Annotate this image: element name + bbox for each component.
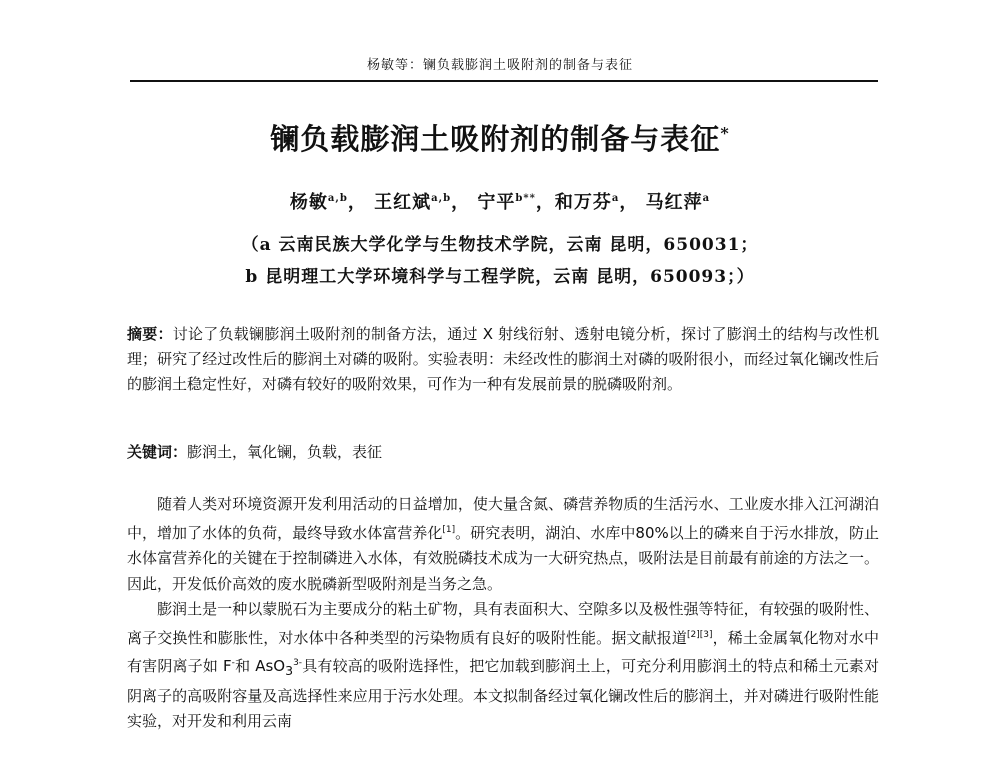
paper-title (0, 117, 1000, 158)
author-affiliation-mark: a,b (327, 193, 348, 204)
author-separator: ， (347, 192, 367, 213)
ion-charge: 3- (293, 658, 303, 668)
abstract-label: 摘要： (127, 325, 173, 343)
paragraph-text: ，稀土金属氧化物对水中有害阴离子如 F (127, 628, 879, 675)
abstract-text: 讨论了负载镧膨润土吸附剂的制备方法，通过 X 射线衍射、透射电镜分析，探讨了膨润土的结构与改性机理；研究了经过改性后的膨润土对磷的吸附。实验表明：未经改性的膨润土对磷的吸附很小，而经过氧化镧改性后的膨润土稳定性好，对磷有较好的吸附效果，可作为一种有发展前景的脱磷吸附剂。 (127, 325, 879, 393)
keywords-label: 关键词： (127, 443, 188, 461)
author-affiliation-mark: a (702, 193, 711, 204)
author-affiliation-mark: a,b (431, 193, 452, 204)
abstract (127, 322, 879, 397)
body-text (127, 492, 879, 735)
author-separator: ， (619, 192, 639, 213)
author-affiliation-mark: b** (515, 193, 536, 204)
affiliation-b: b 昆明理工大学环境科学与工程学院，云南 昆明，650093；） (245, 267, 755, 287)
author-separator: ， (451, 192, 471, 213)
ion-charge: - (231, 658, 235, 668)
header-rule (130, 80, 878, 82)
paragraph-text: 具有较高的吸附选择性，把它加载到膨润土上，可充分利用膨润土的特点和稀土元素对阴离子的高吸附容量及高选择性来应用于污水处理。本文拟制备经过氧化镧改性后的膨润土，并对磷进行吸附性能实验，对开发和利用云南 (127, 657, 879, 730)
paragraph-text: 和 AsO (234, 657, 286, 675)
author-list (0, 188, 1000, 214)
author-affiliation-mark: a (611, 193, 620, 204)
keywords (127, 440, 879, 465)
author-name: 马红萍 (645, 192, 703, 213)
paragraph (127, 492, 879, 597)
paragraph-text: 。研究表明，湖泊、水库中80%以上的磷来自于污水排放，防止水体富营养化的关键在于控制磷进入水体，有效脱磷技术成为一大研究热点，吸附法是目前最有前途的方法之一。因此，开发低价高效的废水脱磷新型吸附剂是当务之急。 (127, 523, 879, 593)
paragraph (127, 597, 879, 735)
citation: [1] (442, 524, 456, 535)
formula-subscript: 3 (285, 663, 294, 678)
author-name: 和万芬 (554, 192, 612, 213)
affiliation-a: （a 云南民族大学化学与生物技术学院，云南 昆明，650031； (241, 235, 759, 255)
author-name: 王红斌 (374, 192, 432, 213)
citation: [2][3] (687, 629, 713, 640)
author-name: 宁平 (477, 192, 516, 213)
paragraph-text: 膨润土是一种以蒙脱石为主要成分的粘土矿物，具有表面积大、空隙多以及极性强等特征，有较强的吸附性、离子交换性和膨胀性，对水体中各种类型的污染物质有良好的吸附性能。据文献报道 (127, 600, 879, 647)
author-name: 杨敏 (289, 192, 328, 213)
title-footnote-mark: * (720, 123, 730, 143)
author-separator: ， (535, 192, 555, 213)
paragraph-text: 随着人类对环境资源开发利用活动的日益增加，使大量含氮、磷营养物质的生活污水、工业废水排入江河湖泊中，增加了水体的负荷，最终导致水体富营养化 (127, 495, 879, 542)
running-head: 杨敏等：镧负载膨润土吸附剂的制备与表征 (366, 58, 633, 73)
title-text: 镧负载膨润土吸附剂的制备与表征 (270, 122, 721, 156)
keywords-text: 膨润土，氧化镧，负载，表征 (187, 443, 383, 461)
